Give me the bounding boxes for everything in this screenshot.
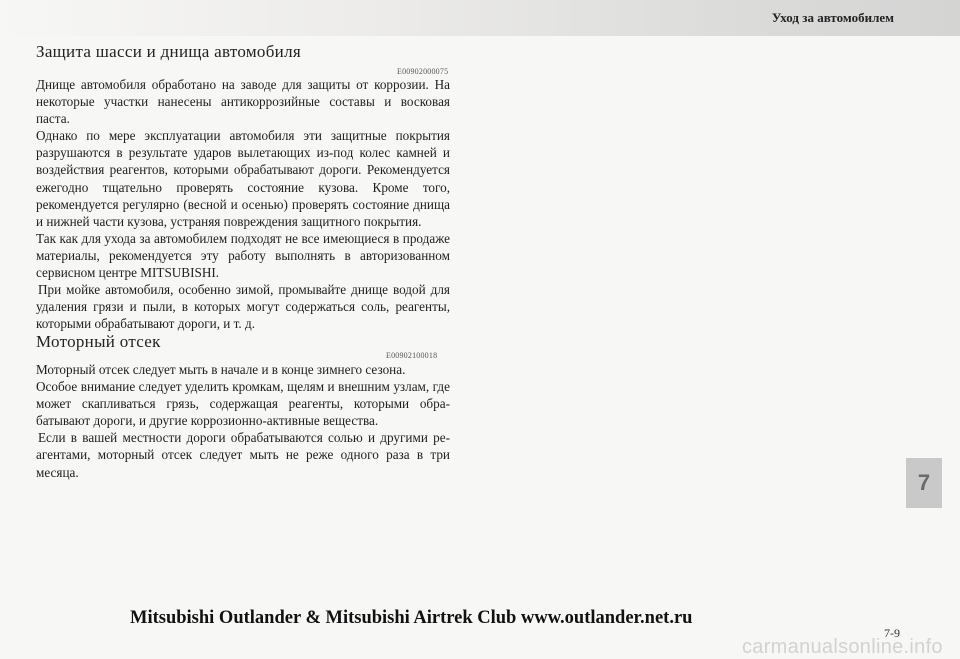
section-body-engine-bay: [36, 361, 450, 481]
section-body-underbody: [36, 76, 450, 332]
section-title-underbody: Защита шасси и днища автомобиля: [36, 42, 301, 61]
paragraph: Однако по мере эксплуатации автомобиля эти защитные покрытия разрушаются в результате ударов вылетающих из-под колес камней и воздействия реагентов, которыми обрабатывают дороги. Рекомендуется ежегодно тщательно проверять состояние кузова. Кроме того, рекомендуется регулярно (весной и осенью) проверять состояние днища и нижней части кузова, устраняя повреждения защитного покрытия.: [36, 128, 450, 229]
chapter-tab: 7: [906, 458, 942, 508]
page-number: 7-9: [884, 626, 900, 640]
watermark: carmanualsonline.info: [742, 636, 943, 658]
paragraph: Днище автомобиля обработано на заводе для защиты от коррозии. На некоторые участки нанесены антикоррозийные составы и восковая паста.: [36, 77, 450, 127]
club-footer-text: Mitsubishi Outlander & Mitsubishi Airtrek Club www.outlander.net.ru: [130, 608, 693, 628]
running-header: Уход за автомобилем: [771, 10, 894, 25]
paragraph: При мойке автомобиля, особенно зимой, промывайте днище водой для удаления грязи и пыли, в которых могут содержаться соль, реагенты, которыми обрабатывают дороги, и т. д.: [36, 282, 450, 332]
paragraph: Если в вашей местности дороги обрабатываются солью и другими реагентами, моторный отсек следует мыть не реже одного раза в три месяца.: [36, 430, 450, 480]
section-title-engine-bay: Моторный отсек: [36, 332, 161, 351]
section-code: E00902100018: [386, 351, 438, 360]
paragraph: Моторный отсек следует мыть в начале и в конце зимнего сезона.: [36, 362, 406, 377]
section-code: E00902000075: [397, 67, 449, 76]
paragraph: Так как для ухода за автомобилем подходят не все имеющиеся в продаже материалы, рекомендуется эту работу выполнять в авторизованном сервисном центре MITSUBISHI.: [36, 230, 450, 281]
paragraph: Особое внимание следует уделить кромкам, щелям и внешним узлам, где может скапливаться грязь, содержащая реагенты, которыми обрабатывают дороги, и другие коррозионно-активные вещества.: [36, 379, 450, 429]
